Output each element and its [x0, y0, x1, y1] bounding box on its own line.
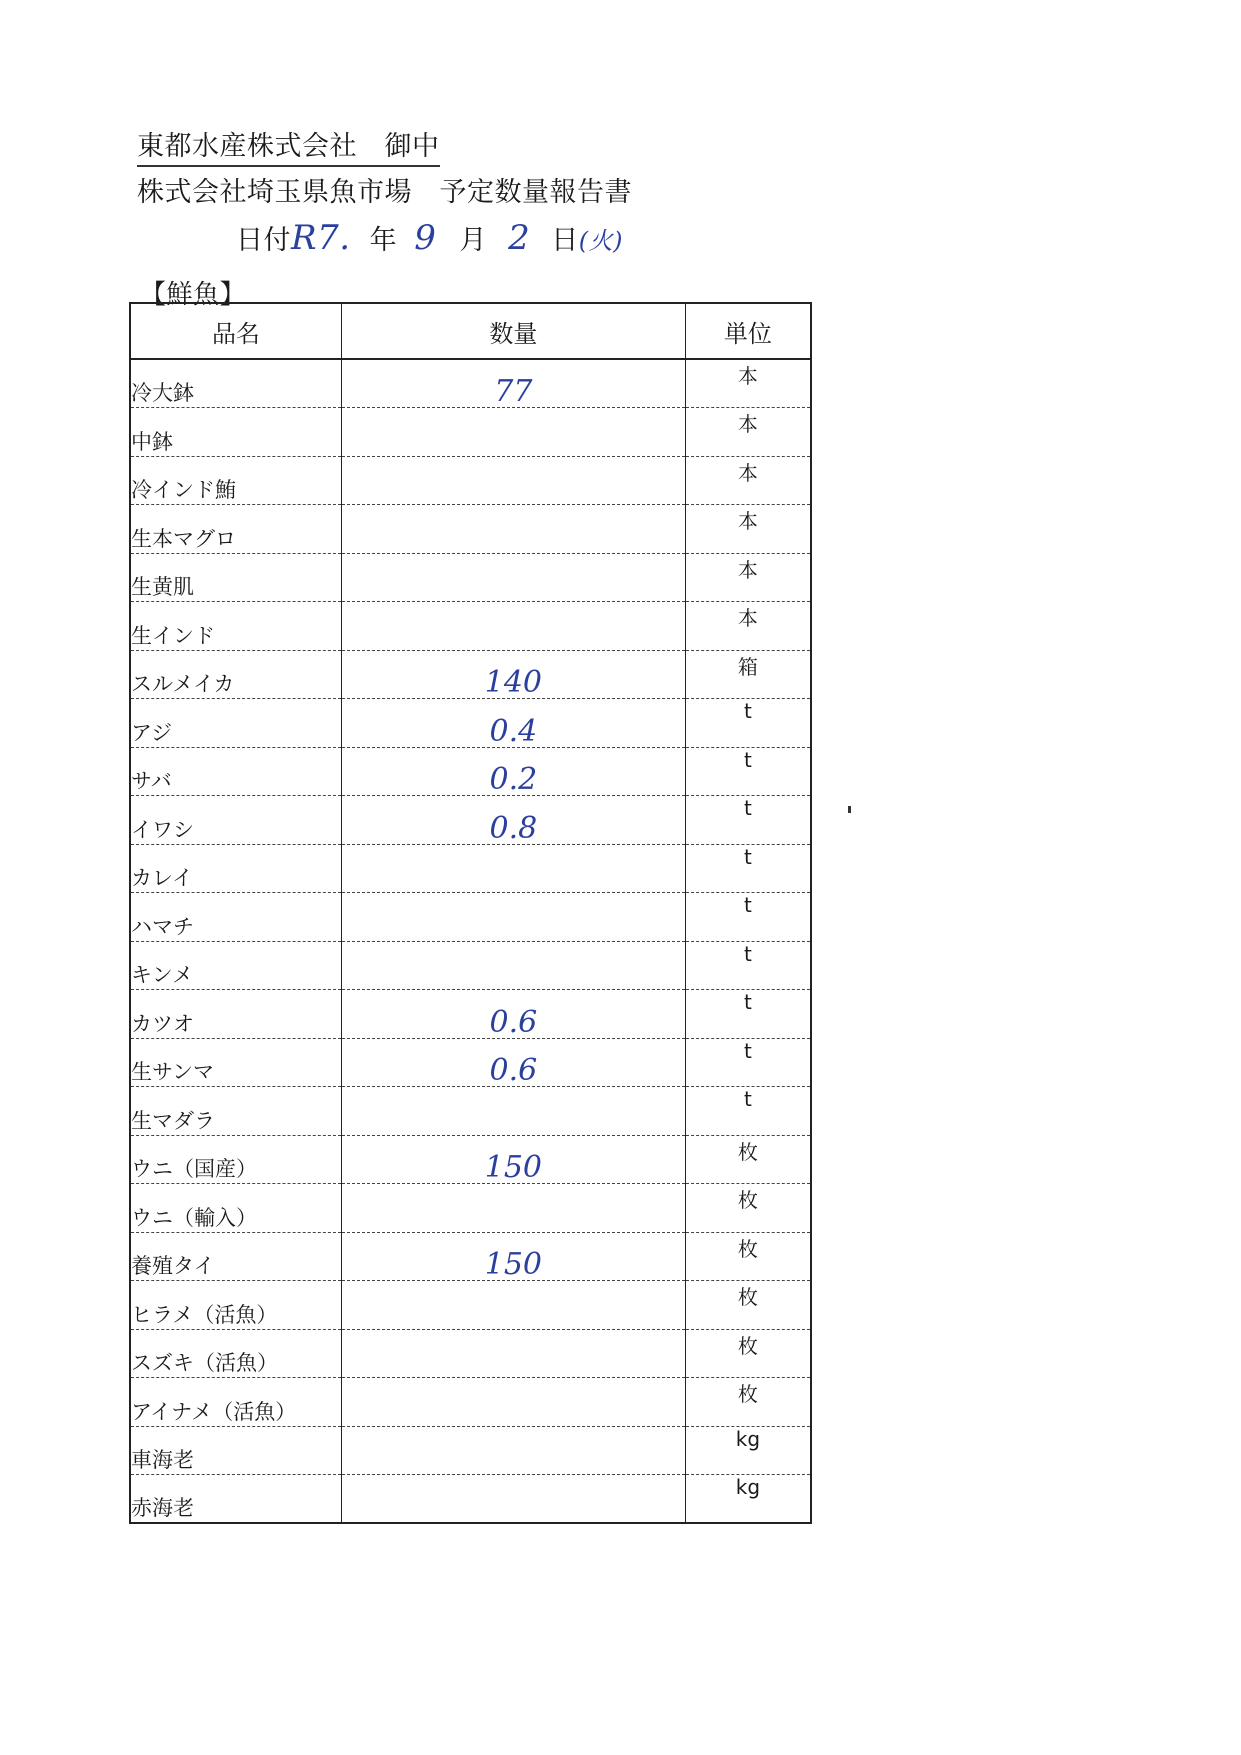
item-unit: kg [685, 1426, 811, 1475]
item-name: アイナメ（活魚） [130, 1378, 341, 1427]
item-quantity [341, 1232, 685, 1281]
item-unit: t [685, 1087, 811, 1136]
quantity-value: 140 [484, 665, 542, 700]
item-unit: 枚 [685, 1281, 811, 1330]
table-row [130, 553, 811, 602]
item-quantity [341, 844, 685, 893]
item-quantity [341, 1378, 685, 1427]
item-quantity [341, 553, 685, 602]
section-label: 【鮮魚】 [140, 280, 247, 310]
header-quantity: 数量 [341, 303, 685, 359]
item-name: 冷インド鮪 [130, 456, 341, 505]
date-day: 2 [508, 218, 531, 258]
table-row [130, 844, 811, 893]
table-row [130, 408, 811, 457]
item-name: 冷大鉢 [130, 359, 341, 408]
item-unit: 枚 [685, 1378, 811, 1427]
item-unit: t [685, 990, 811, 1039]
item-unit: t [685, 796, 811, 845]
table-row [130, 650, 811, 699]
item-name: カツオ [130, 990, 341, 1039]
item-unit: 枚 [685, 1329, 811, 1378]
item-name: ウニ（輸入） [130, 1184, 341, 1233]
item-unit: 枚 [685, 1184, 811, 1233]
table-row [130, 1087, 811, 1136]
item-quantity [341, 456, 685, 505]
item-unit: t [685, 893, 811, 942]
item-unit: 本 [685, 359, 811, 408]
date-month-label: 月 [459, 225, 487, 256]
item-quantity [341, 1329, 685, 1378]
item-quantity [341, 1426, 685, 1475]
item-quantity [341, 359, 685, 408]
item-unit: t [685, 699, 811, 748]
item-unit: 箱 [685, 650, 811, 699]
table-row [130, 1329, 811, 1378]
item-quantity [341, 1038, 685, 1087]
item-unit: 枚 [685, 1232, 811, 1281]
quantity-report-table [129, 302, 812, 1524]
item-name: ハマチ [130, 893, 341, 942]
item-unit: 本 [685, 408, 811, 457]
table-row [130, 893, 811, 942]
table-row [130, 1426, 811, 1475]
table-row [130, 1135, 811, 1184]
table-row [130, 1232, 811, 1281]
table-row [130, 747, 811, 796]
item-name: スルメイカ [130, 650, 341, 699]
item-quantity [341, 1184, 685, 1233]
item-name: サバ [130, 747, 341, 796]
table-row [130, 1378, 811, 1427]
item-unit: 本 [685, 505, 811, 554]
item-name: 生本マグロ [130, 505, 341, 554]
table-header-row [130, 303, 811, 359]
table-row [130, 1475, 811, 1524]
quantity-value: 0.6 [489, 1053, 538, 1088]
table-row [130, 990, 811, 1039]
item-quantity [341, 602, 685, 651]
item-name: 養殖タイ [130, 1232, 341, 1281]
item-quantity [341, 1281, 685, 1330]
item-name: 車海老 [130, 1426, 341, 1475]
table-row [130, 1281, 811, 1330]
addressee: 東都水産株式会社 御中 [137, 124, 440, 167]
date-label: 日付 [236, 225, 291, 256]
quantity-value: 0.6 [489, 1004, 538, 1040]
item-unit: 枚 [685, 1135, 811, 1184]
date-year-label: 年 [369, 225, 398, 256]
item-name: 生インド [130, 602, 341, 651]
quantity-value: 0.2 [489, 762, 538, 797]
date-month: 9 [414, 218, 437, 258]
item-unit: t [685, 844, 811, 893]
quantity-value: 77 [494, 374, 533, 409]
item-quantity [341, 893, 685, 942]
item-quantity [341, 699, 685, 748]
item-name: 赤海老 [130, 1475, 341, 1524]
date-weekday: (火) [578, 227, 624, 255]
table-row [130, 602, 811, 651]
item-unit: 本 [685, 456, 811, 505]
item-unit: t [685, 941, 811, 990]
item-name: カレイ [130, 844, 341, 893]
item-unit: kg [685, 1475, 811, 1524]
item-quantity [341, 1475, 685, 1524]
table-row [130, 1184, 811, 1233]
table-row [130, 796, 811, 845]
item-name: イワシ [130, 796, 341, 845]
item-name: 生マダラ [130, 1087, 341, 1136]
item-quantity [341, 747, 685, 796]
item-name: ヒラメ（活魚） [130, 1281, 341, 1330]
item-quantity [341, 796, 685, 845]
table-row [130, 505, 811, 554]
stray-mark [848, 806, 851, 813]
item-unit: 本 [685, 602, 811, 651]
item-quantity [341, 1087, 685, 1136]
date-line [236, 218, 623, 258]
table-row [130, 359, 811, 408]
item-unit: t [685, 1038, 811, 1087]
date-era-year: R7. [291, 218, 351, 258]
item-unit: 本 [685, 553, 811, 602]
item-name: 生サンマ [130, 1038, 341, 1087]
table-row [130, 1038, 811, 1087]
quantity-value: 0.4 [489, 713, 538, 749]
item-name: アジ [130, 699, 341, 748]
item-quantity [341, 505, 685, 554]
header-item-name: 品名 [130, 303, 341, 359]
quantity-value: 150 [484, 1150, 542, 1185]
table-row [130, 941, 811, 990]
item-quantity [341, 408, 685, 457]
item-quantity [341, 941, 685, 990]
table-row [130, 699, 811, 748]
table-row [130, 456, 811, 505]
item-name: スズキ（活魚） [130, 1329, 341, 1378]
item-quantity [341, 650, 685, 699]
quantity-value: 0.8 [489, 810, 538, 846]
item-name: キンメ [130, 941, 341, 990]
item-quantity [341, 1135, 685, 1184]
item-name: 中鉢 [130, 408, 341, 457]
item-unit: t [685, 747, 811, 796]
quantity-value: 150 [484, 1247, 542, 1282]
report-title: 株式会社埼玉県魚市場 予定数量報告書 [137, 177, 632, 208]
item-name: ウニ（国産） [130, 1135, 341, 1184]
header-unit: 単位 [685, 303, 811, 359]
item-quantity [341, 990, 685, 1039]
item-name: 生黄肌 [130, 553, 341, 602]
date-day-label: 日 [551, 225, 579, 256]
